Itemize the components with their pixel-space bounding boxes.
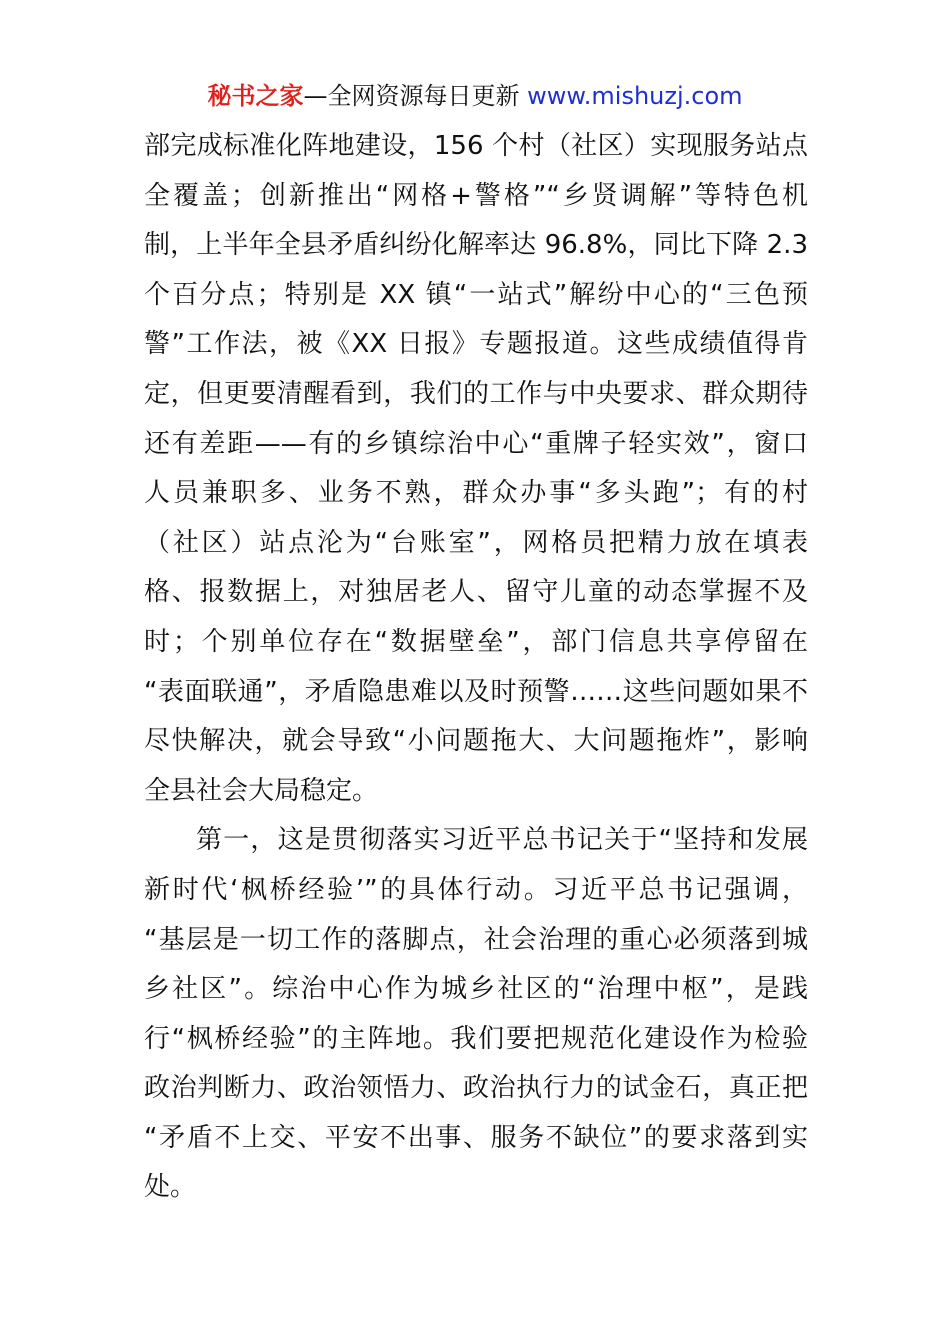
- text-line: 新时代‘枫桥经验’”的具体行动。习近平总书记强调，: [144, 874, 808, 905]
- text-line: “基层是一切工作的落脚点，社会治理的重心必须落到城: [144, 924, 808, 955]
- text-line: （社区）站点沦为“台账室”，网格员把精力放在填表: [144, 527, 808, 558]
- paragraph-2: [144, 816, 808, 1213]
- text-line: 行“枫桥经验”的主阵地。我们要把规范化建设作为检验: [144, 1023, 808, 1054]
- text-line: 部完成标准化阵地建设，156 个村（社区）实现服务站点: [144, 131, 808, 161]
- text-line: 警”工作法，被《XX 日报》专题报道。这些成绩值得肯: [144, 329, 808, 360]
- text-line: 尽快解决，就会导致“小问题拖大、大问题拖炸”，影响: [144, 726, 808, 757]
- document-body: [144, 122, 808, 1213]
- text-line: 时；个别单位存在“数据壁垒”，部门信息共享停留在: [144, 626, 808, 657]
- text-line: 第一，这是贯彻落实习近平总书记关于“坚持和发展: [196, 825, 808, 856]
- paragraph-1: [144, 122, 808, 816]
- text-line: 人员兼职多、业务不熟，群众办事“多头跑”；有的村: [144, 478, 808, 509]
- brand-name: 秘书之家: [207, 82, 304, 110]
- text-line: 全覆盖；创新推出“网格+警格”“乡贤调解”等特色机: [144, 180, 808, 211]
- text-line: 格、报数据上，对独居老人、留守儿童的动态掌握不及: [144, 577, 808, 608]
- text-line: “表面联通”，矛盾隐患难以及时预警……这些问题如果不: [144, 676, 808, 707]
- text-line: 全县社会大局稳定。: [144, 775, 379, 806]
- page-header: [0, 80, 950, 112]
- text-line: 乡社区”。综治中心作为城乡社区的“治理中枢”，是践: [144, 974, 808, 1005]
- site-url-link[interactable]: www.mishuzj.com: [527, 82, 743, 110]
- text-line: 还有差距——有的乡镇综治中心“重牌子轻实效”，窗口: [144, 428, 808, 459]
- text-line: 制，上半年全县矛盾纠纷化解率达 96.8%，同比下降 2.3: [144, 230, 808, 261]
- text-line: 政治判断力、政治领悟力、政治执行力的试金石，真正把: [144, 1073, 808, 1104]
- text-line: “矛盾不上交、平安不出事、服务不缺位”的要求落到实: [144, 1122, 808, 1153]
- text-line: 定，但更要清醒看到，我们的工作与中央要求、群众期待: [144, 378, 808, 409]
- text-line: 处。: [144, 1172, 197, 1203]
- text-line: 个百分点；特别是 XX 镇“一站式”解纷中心的“三色预: [144, 279, 808, 310]
- header-tagline: —全网资源每日更新: [303, 82, 520, 110]
